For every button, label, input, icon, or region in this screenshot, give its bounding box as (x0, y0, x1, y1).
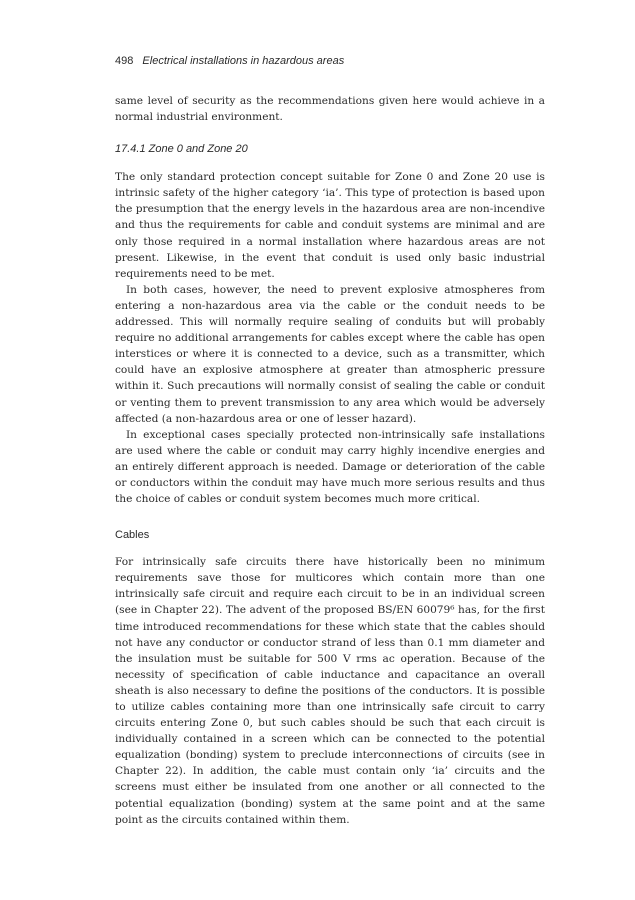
subsection-heading-cables: Cables (115, 529, 150, 542)
page-number: 498 (115, 55, 134, 67)
running-header (115, 55, 545, 67)
section-paragraph-2: In both cases, however, the need to prevent explosive atmospheres from entering a non-hazardous area via the cable or the conduit needs to be addressed. This will normally require sealing of conduits but will probably require no additional arrangements for cables except where the cable has open interstices or where it is connected to a device, such as a transmitter, which could have an explosive atmosphere at greater than atmospheric pressure within it. Such precautions will normally consist of sealing the cable or conduit or venting them to prevent transmission to any area which would be adversely affected (a non-hazardous area or one of lesser hazard). (115, 283, 545, 425)
book-title: Electrical installations in hazardous areas (142, 55, 345, 67)
section-heading: 17.4.1 Zone 0 and Zone 20 (115, 143, 248, 156)
cables-paragraph: For intrinsically safe circuits there have historically been no minimum requirements save those for multicores which contain more than one intrinsically safe circuit and require each circuit to be in an individual screen (see in Chapter 22). The advent of the proposed BS/EN 60079⁶ has, for the first time introduced recommendations for these which state that the cables should not have any conductor or conductor strand of less than 0.1 mm diameter and the insulation must be suitable for 500 V rms ac operation. Because of the necessity of specification of cable inductance and capacitance an overall sheath is also necessary to define the positions of the conductors. It is possible to utilize cables containing more than one intrinsically safe circuit to carry circuits entering Zone 0, but such cables should be such that each circuit is individually contained in a screen which can be connected to the potential equalization (bonding) system to preclude interconnections of circuits (see in Chapter 22). In addition, the cable must contain only ‘ia’ circuits and the screens must either be insulated from one another or all connected to the potential equalization (bonding) system at the same point and at the same point as the circuits contained within them. (115, 556, 545, 826)
document-page (115, 55, 545, 828)
intro-paragraph: same level of security as the recommendations given here would achieve in a normal industrial environment. (115, 95, 545, 124)
section-paragraph-3: In exceptional cases specially protected non-intrinsically safe installations are used where the cable or conduit may carry highly incendive energies and an entirely different approach is needed. Damage or deterioration of the cable or conductors within the conduit may have much more serious results and thus the choice of cables or conduit system becomes much more critical. (115, 428, 545, 506)
section-paragraph-1: The only standard protection concept suitable for Zone 0 and Zone 20 use is intrinsic safety of the higher category ‘ia’. This type of protection is based upon the presumption that the energy levels in the hazardous area are non-incendive and thus the requirements for cable and conduit systems are minimal and are only those required in a normal installation where hazardous areas are not present. Likewise, in the event that conduit is used only basic industrial requirements need to be met. (115, 171, 545, 280)
